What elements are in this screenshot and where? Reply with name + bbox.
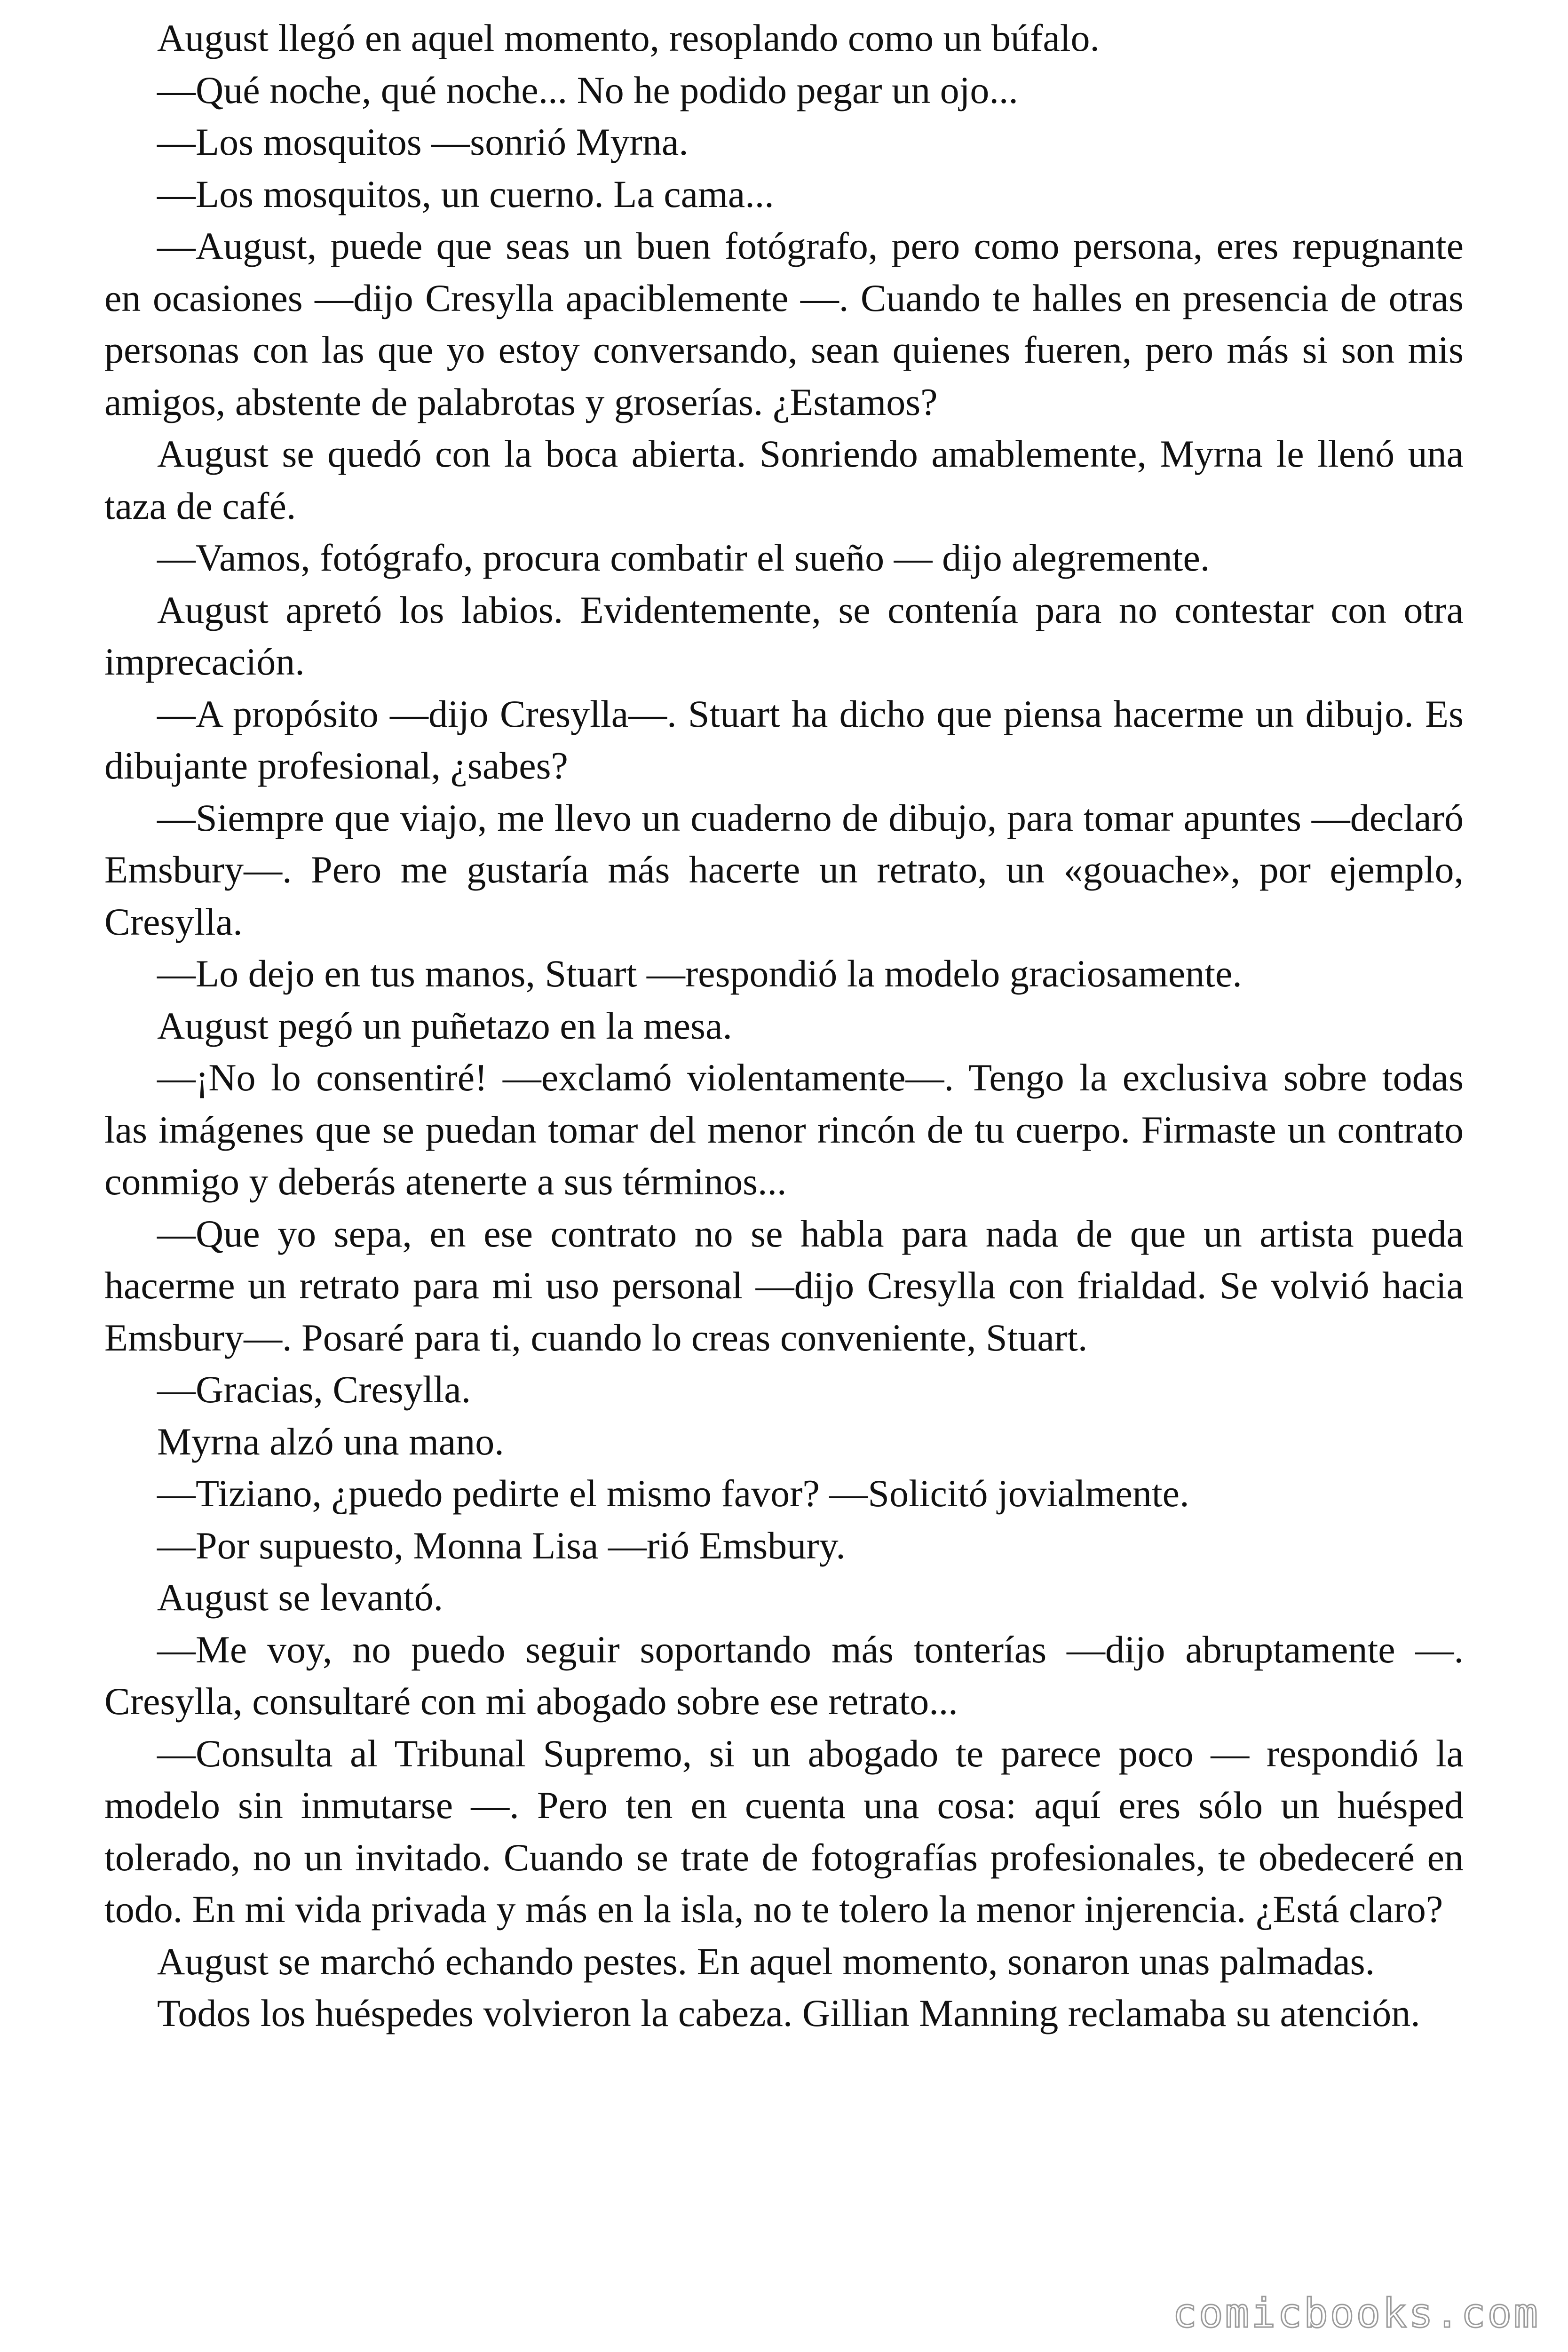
- paragraph: August llegó en aquel momento, resoplando como un búfalo.: [157, 16, 1100, 59]
- paragraph: Myrna alzó una mano.: [157, 1420, 504, 1463]
- paragraph: —Gracias, Cresylla.: [157, 1368, 471, 1411]
- paragraph: —Qué noche, qué noche... No he podido pegar un ojo...: [157, 68, 1018, 111]
- paragraph: —Consulta al Tribunal Supremo, si un abogado te parece poco — respondió la modelo sin inmutarse —. Pero ten en cuenta una cosa: aquí eres sólo un huésped tolerado, no un invitado. Cuando se trate de fotografías profesionales, te obedeceré en todo. En mi vida privada y más en la isla, no te tolero la menor injerencia. ¿Está claro?: [104, 1732, 1464, 1931]
- paragraph: —Tiziano, ¿puedo pedirte el mismo favor? —Solicitó jovialmente.: [157, 1472, 1189, 1515]
- paragraph: —Por supuesto, Monna Lisa —rió Emsbury.: [157, 1524, 846, 1567]
- paragraph: —Siempre que viajo, me llevo un cuaderno de dibujo, para tomar apuntes —declaró Emsbury—. Pero me gustaría más hacerte un retrato, un «gouache», por ejemplo, Cresylla.: [104, 796, 1464, 943]
- paragraph: August pegó un puñetazo en la mesa.: [157, 1004, 732, 1047]
- paragraph: —A propósito —dijo Cresylla—. Stuart ha dicho que piensa hacerme un dibujo. Es dibujante profesional, ¿sabes?: [104, 692, 1464, 787]
- paragraph: August se marchó echando pestes. En aquel momento, sonaron unas palmadas.: [157, 1939, 1375, 1983]
- paragraph: —Lo dejo en tus manos, Stuart —respondió la modelo graciosamente.: [157, 952, 1242, 995]
- paragraph: —¡No lo consentiré! —exclamó violentamente—. Tengo la exclusiva sobre todas las imágenes que se puedan tomar del menor rincón de tu cuerpo. Firmaste un contrato conmigo y deberás atenerte a sus términos...: [104, 1056, 1464, 1203]
- paragraph: August se quedó con la boca abierta. Sonriendo amablemente, Myrna le llenó una taza de café.: [104, 432, 1464, 527]
- paragraph: Todos los huéspedes volvieron la cabeza. Gillian Manning reclamaba su atención.: [157, 1992, 1420, 2034]
- body-text: [104, 12, 1464, 2040]
- paragraph: —Los mosquitos, un cuerno. La cama...: [157, 172, 774, 215]
- paragraph: —Vamos, fotógrafo, procura combatir el sueño — dijo alegremente.: [157, 536, 1210, 579]
- paragraph: August se levantó.: [157, 1576, 443, 1619]
- paragraph: —Me voy, no puedo seguir soportando más tonterías —dijo abruptamente —. Cresylla, consultaré con mi abogado sobre ese retrato...: [104, 1628, 1464, 1723]
- paragraph: August apretó los labios. Evidentemente, se contenía para no contestar con otra imprecación.: [104, 588, 1464, 683]
- paragraph: —August, puede que seas un buen fotógrafo, pero como persona, eres repugnante en ocasiones —dijo Cresylla apaciblemente —. Cuando te halles en presencia de otras personas con las que yo estoy conversando, sean quienes fueren, pero más si son mis amigos, abstente de palabrotas y groserías. ¿Estamos?: [104, 224, 1464, 423]
- paragraph: —Los mosquitos —sonrió Myrna.: [157, 120, 689, 163]
- paragraph: —Que yo sepa, en ese contrato no se habla para nada de que un artista pueda hacerme un retrato para mi uso personal —dijo Cresylla con frialdad. Se volvió hacia Emsbury—. Posaré para ti, cuando lo creas conveniente, Stuart.: [104, 1212, 1464, 1359]
- watermark: comicbooks.com: [1172, 2290, 1540, 2337]
